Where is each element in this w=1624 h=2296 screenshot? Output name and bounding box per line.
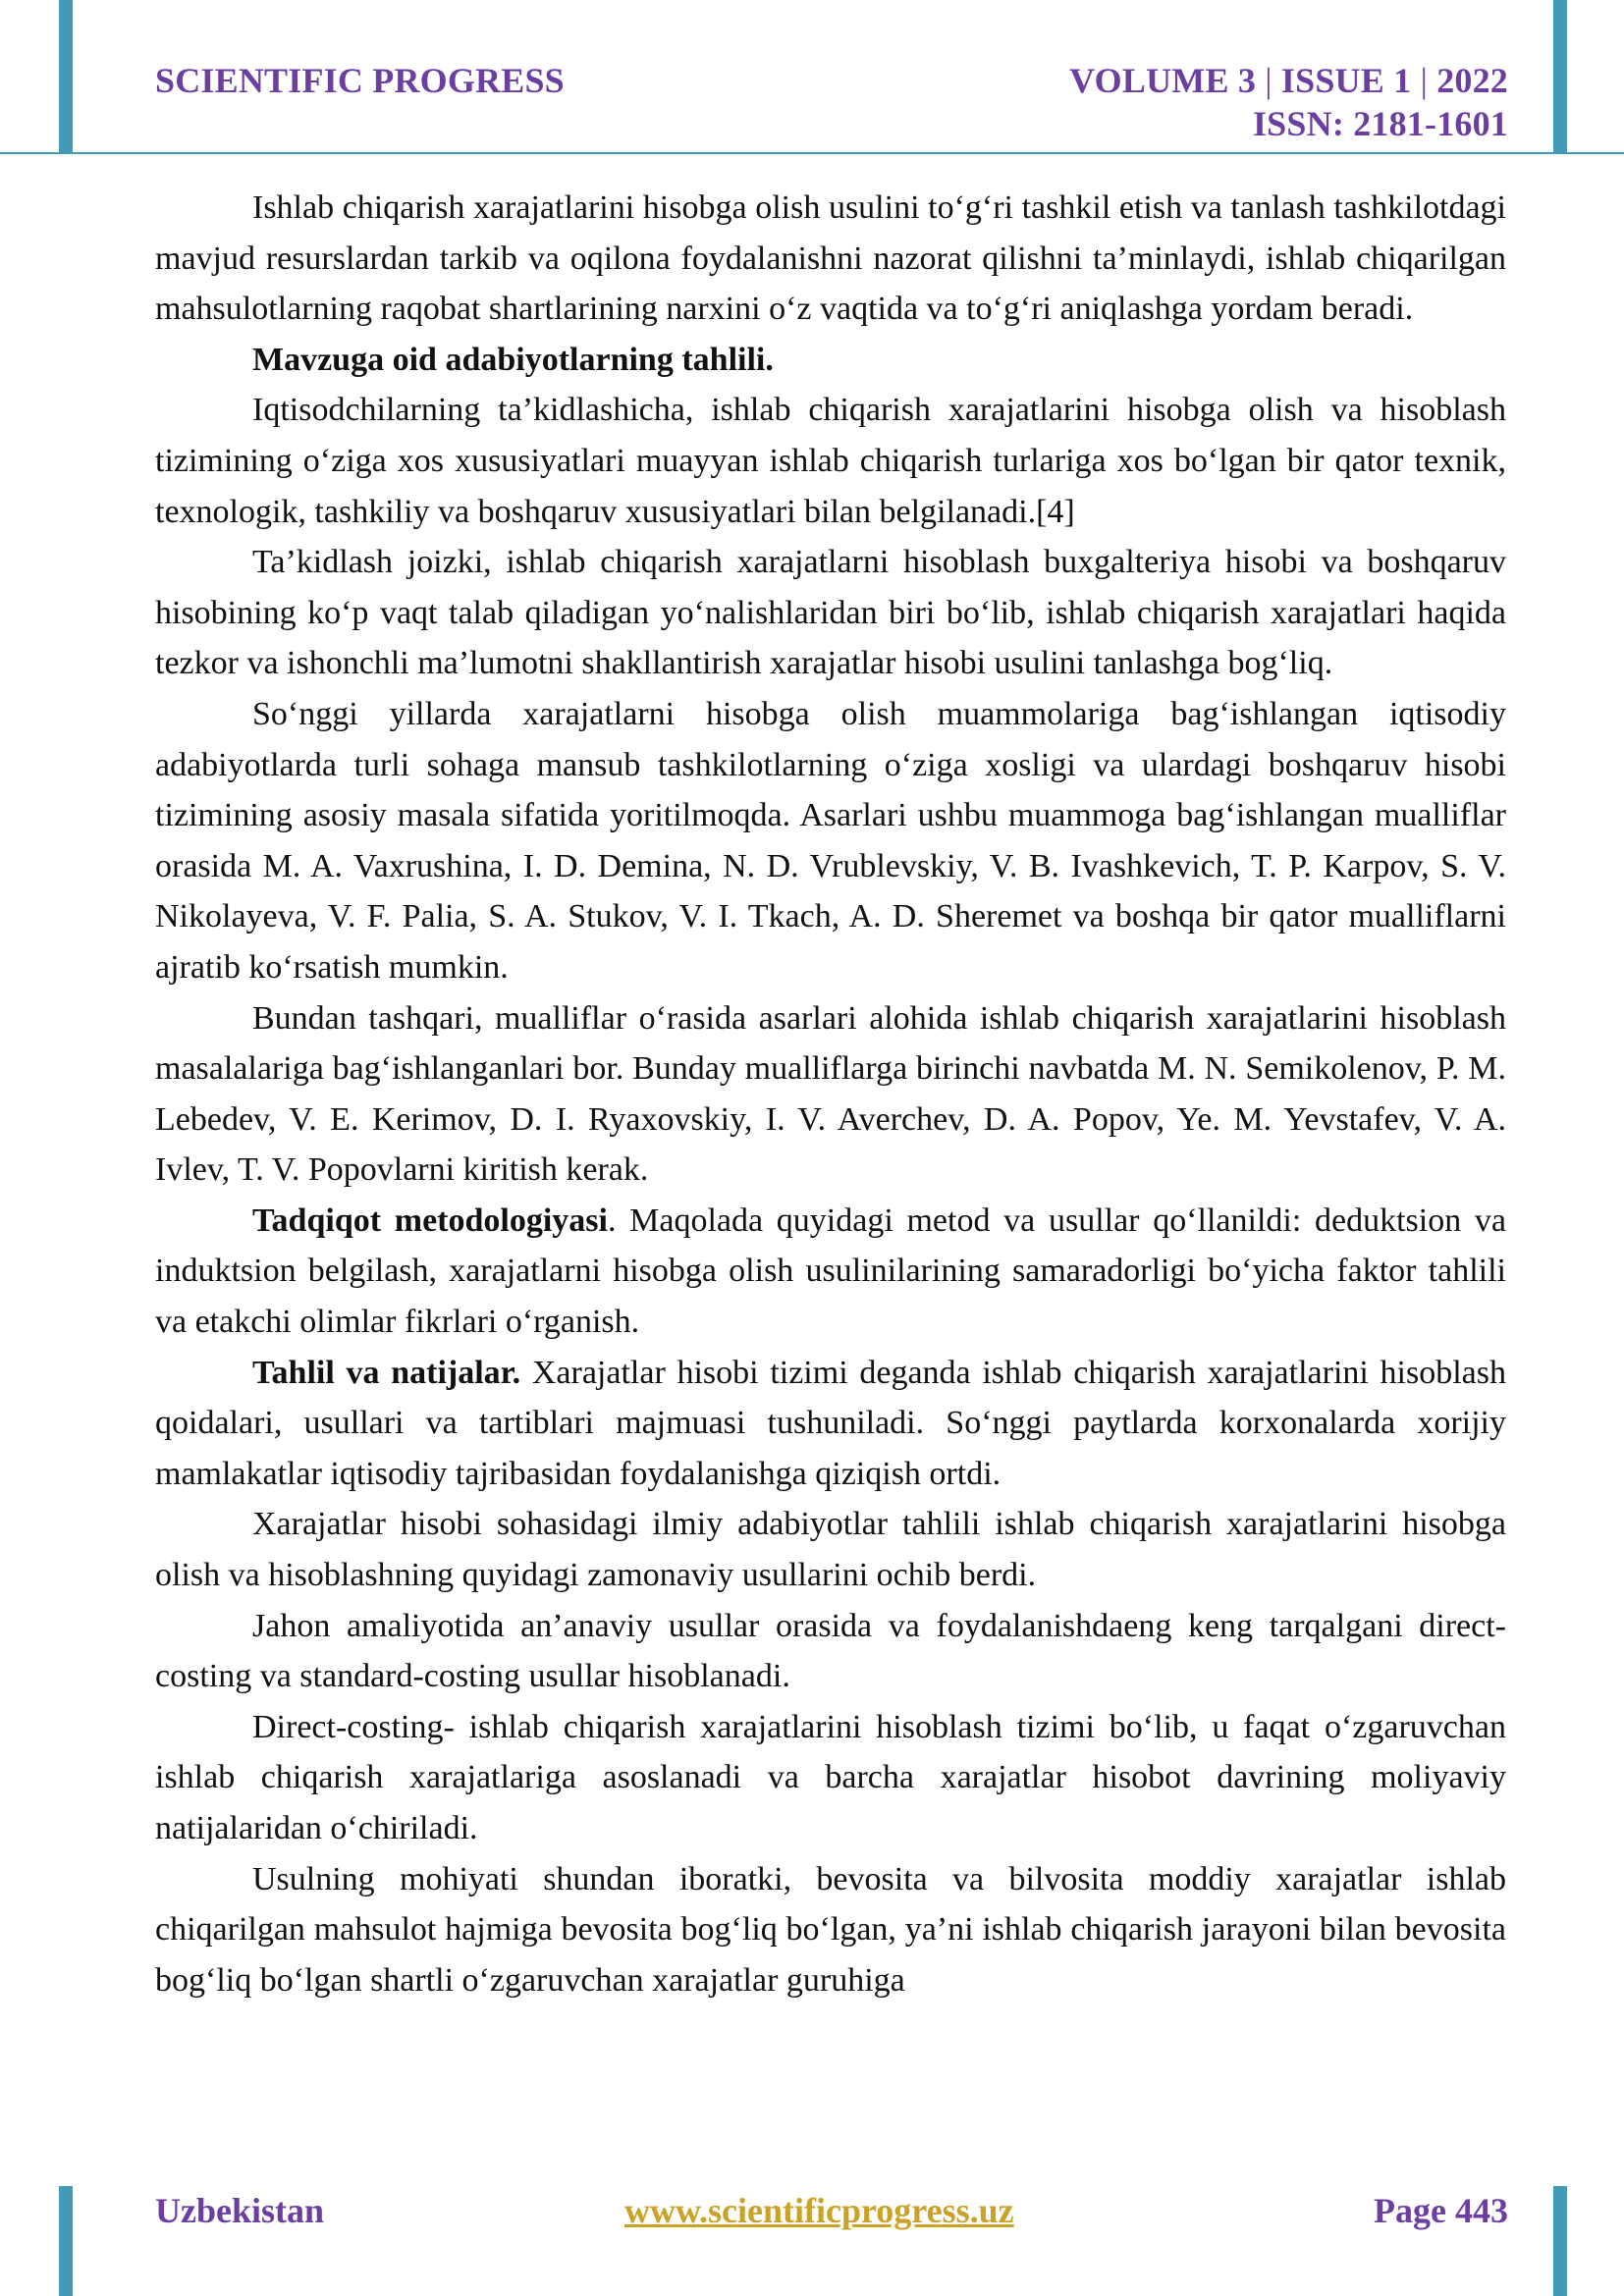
results-text: Xarajatlar hisobi tizimi deganda ishlab chiqarish xarajatlarini hisoblash qoidalari, usullari va tartiblari majmuasi tushuniladi. So‘nggi paytlarda korxonalarda xorijiy mamlakatlar iqtisodiy tajribasidan foydalanishga qiziqish ortdi. bbox=[155, 1354, 1506, 1492]
decorative-bar-bottom-left bbox=[59, 2186, 73, 2296]
paragraph-results bbox=[155, 1348, 1506, 1500]
separator-2: | bbox=[1420, 61, 1428, 100]
paragraph-5: Bundan tashqari, mualliflar o‘rasida asarlari alohida ishlab chiqarish xarajatlarini hisoblash masalalariga bag‘ishlanganlari bor. Bunday mualliflarga birinchi navbatda M. N. Semikolenov, P. M. Lebedev, V. E. Kerimov, D. I. Ryaxovskiy, I. V. Averchev, D. A. Popov, Ye. M. Yevstafev, V. A. Ivlev, T. V. Popovlarni kiritish kerak. bbox=[155, 999, 1506, 1189]
footer-page-number: Page 443 bbox=[1374, 2191, 1508, 2230]
journal-name: SCIENTIFIC PROGRESS bbox=[155, 61, 565, 100]
paragraph-10: Direct-costing- ishlab chiqarish xarajatlarini hisoblash tizimi bo‘lib, u faqat o‘zgaruvchan ishlab chiqarish xarajatlariga asoslanadi va barcha xarajatlar hisobot davrining moliyaviy natijalaridan o‘chiriladi. bbox=[155, 1708, 1506, 1846]
paragraph-11: Usulning mohiyati shundan iboratki, bevosita va bilvosita moddiy xarajatlar ishlab chiqarilgan mahsulot hajmiga bevosita bog‘liq bo‘lgan, ya’ni ishlab chiqarish jarayoni bilan bevosita bog‘liq bo‘lgan shartli o‘zgaruvchan xarajatlar guruhiga bbox=[155, 1860, 1506, 1999]
decorative-bar-top-right bbox=[1553, 0, 1567, 152]
section-heading-literature: Mavzuga oid adabiyotlarning tahlili. bbox=[252, 341, 774, 378]
year-label: 2022 bbox=[1436, 61, 1508, 100]
issue-info bbox=[1069, 59, 1508, 145]
decorative-bar-top-left bbox=[59, 0, 73, 152]
paragraph-1: Ishlab chiqarish xarajatlarini hisobga olish usulini to‘g‘ri tashkil etish va tanlash tashkilotdagi mavjud resurslardan tarkib va oqilona foydalanishni nazorat qilishni ta’minlaydi, ishlab chiqarilgan mahsulotlarning raqobat shartlarining narxini o‘z vaqtida va to‘g‘ri aniqlashga yordam beradi. bbox=[155, 189, 1506, 328]
paragraph-2: Iqtisodchilarning ta’kidlashicha, ishlab chiqarish xarajatlarini hisobga olish va hisoblash tizimining o‘ziga xos xususiyatlari muayyan ishlab chiqarish turlariga xos bo‘lgan bir qator texnik, texnologik, tashkiliy va boshqaruv xususiyatlari bilan belgilanadi.[4] bbox=[155, 392, 1506, 530]
methodology-text: . Maqolada quyidagi metod va usullar qo‘llanildi: deduktsion va induktsion belgilash, xarajatlarni hisobga olish usulinilarining samaradorligi bo‘yicha faktor tahlili va etakchi olimlar fikrlari o‘rganish. bbox=[155, 1201, 1506, 1341]
section-heading-methodology: Tadqiqot metodologiyasi bbox=[252, 1201, 608, 1239]
article-body bbox=[155, 183, 1506, 2005]
volume-issue-year bbox=[1069, 59, 1508, 102]
paragraph-4: So‘nggi yillarda xarajatlarni hisobga olish muammolariga bag‘ishlangan iqtisodiy adabiyotlarda turli sohaga mansub tashkilotlarning o‘ziga xosligi va ulardagi boshqaruv hisobi tizimining asosiy masala sifatida yoritilmoqda. Asarlari ushbu muammoga bag‘ishlangan mualliflar orasida M. A. Vaxrushina, I. D. Demina, N. D. Vrublevskiy, V. B. Ivashkevich, T. P. Karpov, S. V. Nikolayeva, V. F. Palia, S. A. Stukov, V. I. Tkach, A. D. Sheremet va boshqa bir qator mualliflarni ajratib ko‘rsatish mumkin. bbox=[155, 695, 1506, 986]
volume-label: VOLUME 3 bbox=[1069, 61, 1257, 100]
issn-label: ISSN: 2181-1601 bbox=[1252, 104, 1508, 143]
section-heading-results: Tahlil va natijalar. bbox=[252, 1354, 521, 1391]
decorative-bar-bottom-right bbox=[1553, 2186, 1567, 2296]
header-divider-line bbox=[0, 152, 1624, 154]
footer-country: Uzbekistan bbox=[155, 2191, 325, 2230]
separator-1: | bbox=[1265, 61, 1272, 100]
paragraph-8: Xarajatlar hisobi sohasidagi ilmiy adabiyotlar tahlili ishlab chiqarish xarajatlarini hisobga olish va hisoblashning quyidagi zamonaviy usullarini ochib berdi. bbox=[155, 1506, 1506, 1594]
paragraph-9: Jahon amaliyotida an’anaviy usullar orasida va foydalanishdaeng keng tarqalgani direct-costing va standard-costing usullar hisoblanadi. bbox=[155, 1607, 1506, 1695]
paragraph-3: Ta’kidlash joizki, ishlab chiqarish xarajatlarni hisoblash buxgalteriya hisobi va boshqaruv hisobining ko‘p vaqt talab qiladigan yo‘nalishlaridan biri bo‘lib, ishlab chiqarish xarajatlari haqida tezkor va ishonchli ma’lumotni shakllantirish xarajatlar hisobi usulini tanlashga bog‘liq. bbox=[155, 544, 1506, 682]
footer-website-link[interactable]: www.scientificprogress.uz bbox=[624, 2191, 1014, 2230]
paragraph-methodology bbox=[155, 1196, 1506, 1348]
issue-label: ISSUE 1 bbox=[1280, 61, 1412, 100]
